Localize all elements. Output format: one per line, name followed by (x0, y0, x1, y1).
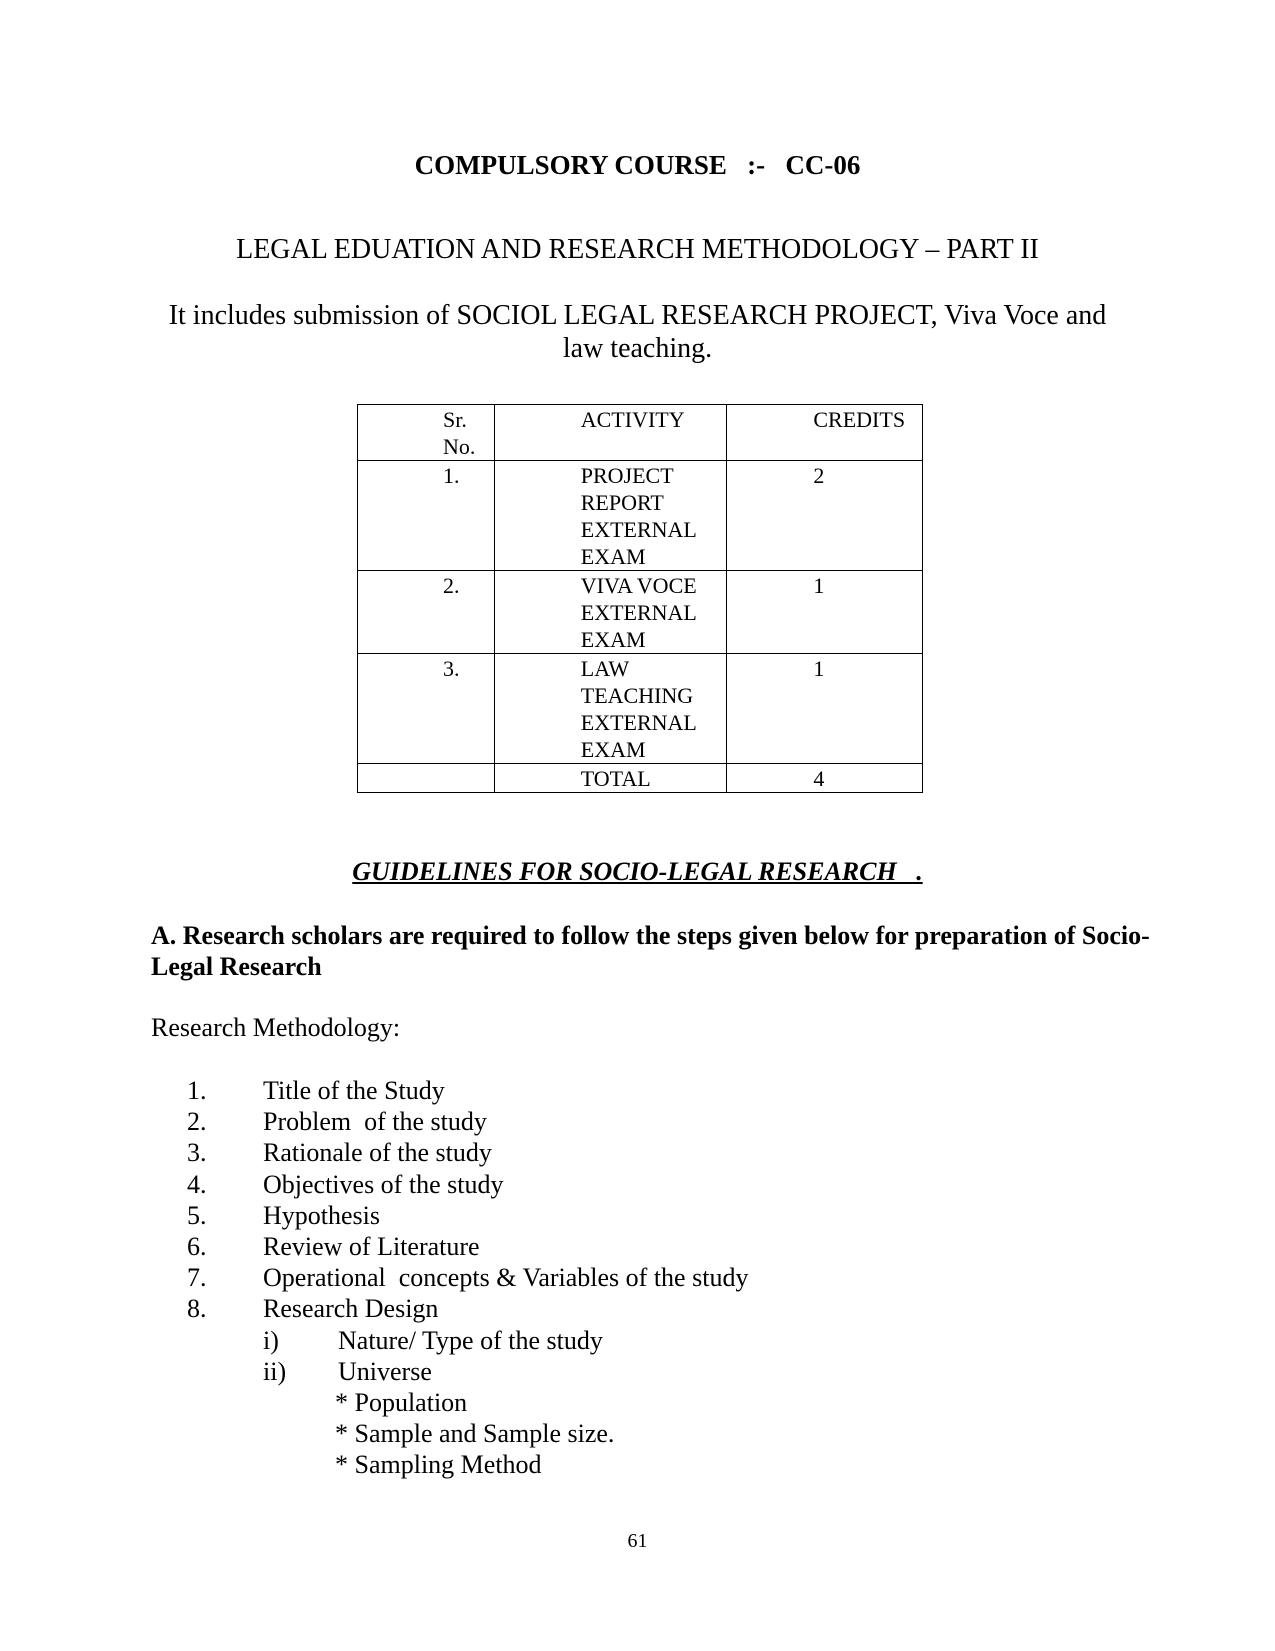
table-header-row (358, 405, 923, 461)
row-activity: PROJECT REPORT EXTERNAL EXAM (494, 461, 727, 571)
page-number: 61 (627, 1530, 648, 1552)
row-sr: 3. (358, 654, 495, 764)
row-activity: LAW TEACHING EXTERNAL EXAM (494, 654, 727, 764)
table-total-row (358, 764, 923, 793)
guidelines-heading: GUIDELINES FOR SOCIO-LEGAL RESEARCH . (352, 857, 923, 886)
row-sr: 1. (358, 461, 495, 571)
table-row (358, 571, 923, 654)
document-subtitle: LEGAL EDUATION AND RESEARCH METHODOLOGY – PART II (236, 234, 1039, 265)
row-credits: 2 (727, 461, 923, 571)
row-activity: VIVA VOCE EXTERNAL EXAM (494, 571, 727, 654)
row-credits: 1 (727, 654, 923, 764)
section-a-heading: A. Research scholars are required to follow the steps given below for preparation of Socio-Legal Research (151, 921, 1150, 981)
header-sr-no: Sr. No. (358, 405, 495, 461)
intro-paragraph: It includes submission of SOCIOL LEGAL RESEARCH PROJECT, Viva Voce and law teaching. (168, 300, 1107, 364)
total-empty-cell (358, 764, 495, 793)
table-row (358, 654, 923, 764)
header-credits: CREDITS (727, 405, 923, 461)
total-value: 4 (727, 764, 923, 793)
research-methodology-label: Research Methodology: (151, 1013, 401, 1042)
row-credits: 1 (727, 571, 923, 654)
header-activity: ACTIVITY (494, 405, 727, 461)
total-label: TOTAL (494, 764, 727, 793)
course-title: COMPULSORY COURSE :- CC-06 (414, 150, 861, 180)
table-row (358, 461, 923, 571)
credits-table (357, 404, 923, 793)
row-sr: 2. (358, 571, 495, 654)
